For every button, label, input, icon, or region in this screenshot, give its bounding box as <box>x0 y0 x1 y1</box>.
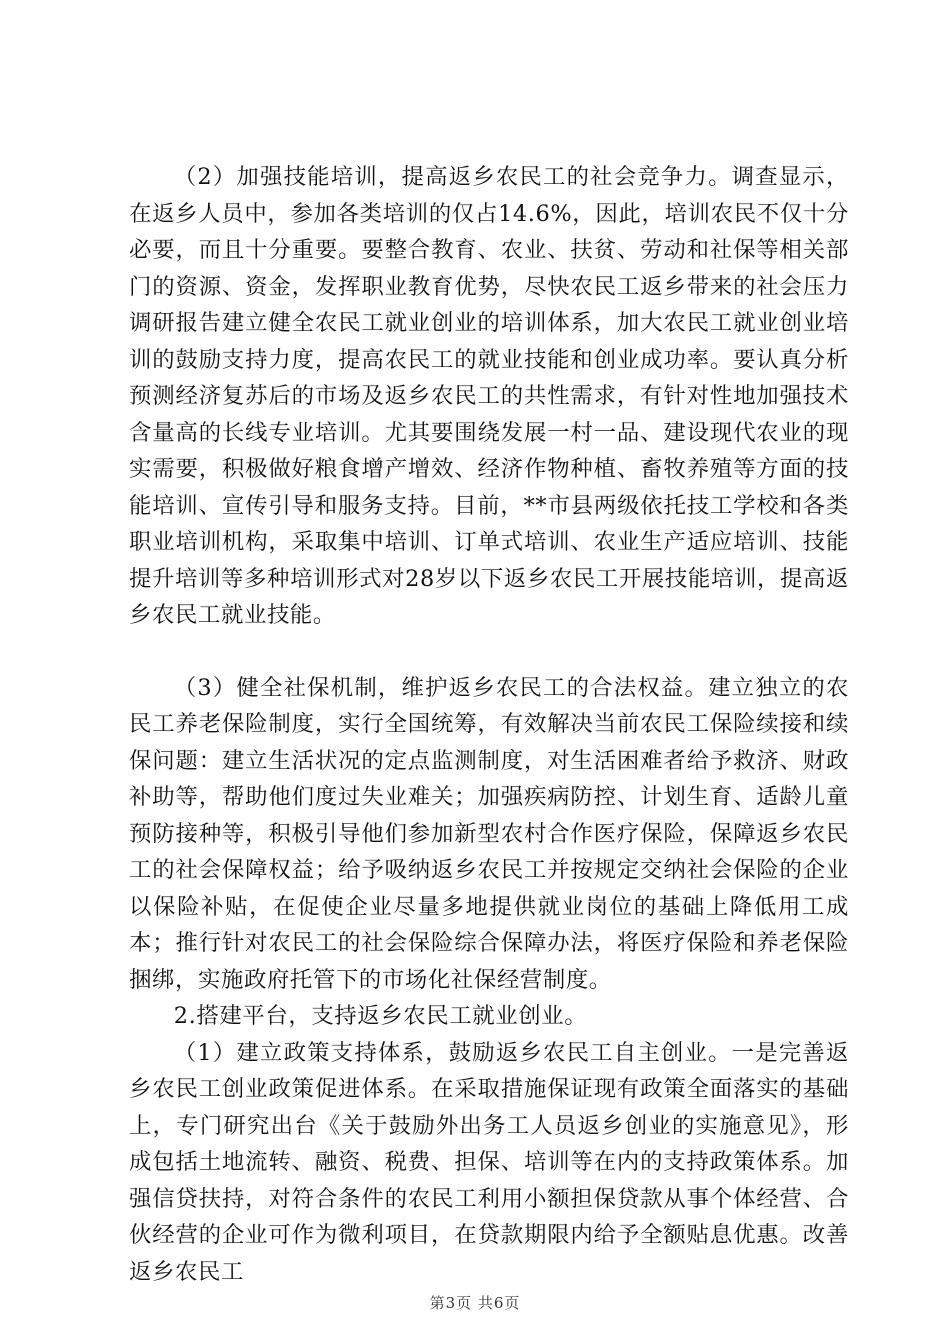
page-number-footer: 第3页 共6页 <box>429 1294 521 1312</box>
paragraph-skills-training: （2）加强技能培训，提高返乡农民工的社会竞争力。调查显示，在返乡人员中，参加各类培训的仅占14.6%，因此，培训农民不仅十分必要，而且十分重要。要整合教育、农业、扶贫、劳动和社保等相关部门的资源、资金，发挥职业教育优势，尽快农民工返乡带来的社会压力调研报告建立健全农民工就业创业的培训体系，加大农民工就业创业培训的鼓励支持力度，提高农民工的就业技能和创业成功率。要认真分析预测经济复苏后的市场及返乡农民工的共性需求，有针对性地加强技术含量高的长线专业培训。尤其要围绕发展一村一品、建设现代农业的现实需要，积极做好粮食增产增效、经济作物种植、畜牧养殖等方面的技能培训、宣传引导和服务支持。目前，**市县两级依托技工学校和各类职业培训机构，采取集中培训、订单式培训、农业生产适应培训、技能提升培训等多种培训形式对28岁以下返乡农民工开展技能培训，提高返乡农民工就业技能。 <box>129 164 849 628</box>
paragraph-gap <box>129 634 849 670</box>
paragraph-social-security: （3）健全社保机制，维护返乡农民工的合法权益。建立独立的农民工养老保险制度，实行全国统筹，有效解决当前农民工保险续接和续保问题：建立生活状况的定点监测制度，对生活困难者给予救济、财政补助等，帮助他们度过失业难关；加强疾病防控、计划生育、适龄儿童预防接种等，积极引导他们参加新型农村合作医疗保险，保障返乡农民工的社会保障权益；给予吸纳返乡农民工并按规定交纳社会保险的企业以保险补贴，在促使企业尽量多地提供就业岗位的基础上降低用工成本；推行针对农民工的社会保险综合保障办法，将医疗保险和养老保险捆绑，实施政府托管下的市场化社保经营制度。 <box>129 674 849 993</box>
document-body <box>129 159 849 1290</box>
paragraph-policy-support: （1）建立政策支持体系，鼓励返乡农民工自主创业。一是完善返乡农民工创业政策促进体系。在采取措施保证现有政策全面落实的基础上，专门研究出台《关于鼓励外出务工人员返乡创业的实施意见》，形成包括土地流转、融资、税费、担保、培训等在内的支持政策体系。加强信贷扶持，对符合条件的农民工利用小额担保贷款从事个体经营、合伙经营的企业可作为微利项目，在贷款期限内给予全额贴息优惠。改善返乡农民工 <box>129 1039 849 1285</box>
section-heading-platform: 2.搭建平台，支持返乡农民工就业创业。 <box>173 1003 588 1029</box>
